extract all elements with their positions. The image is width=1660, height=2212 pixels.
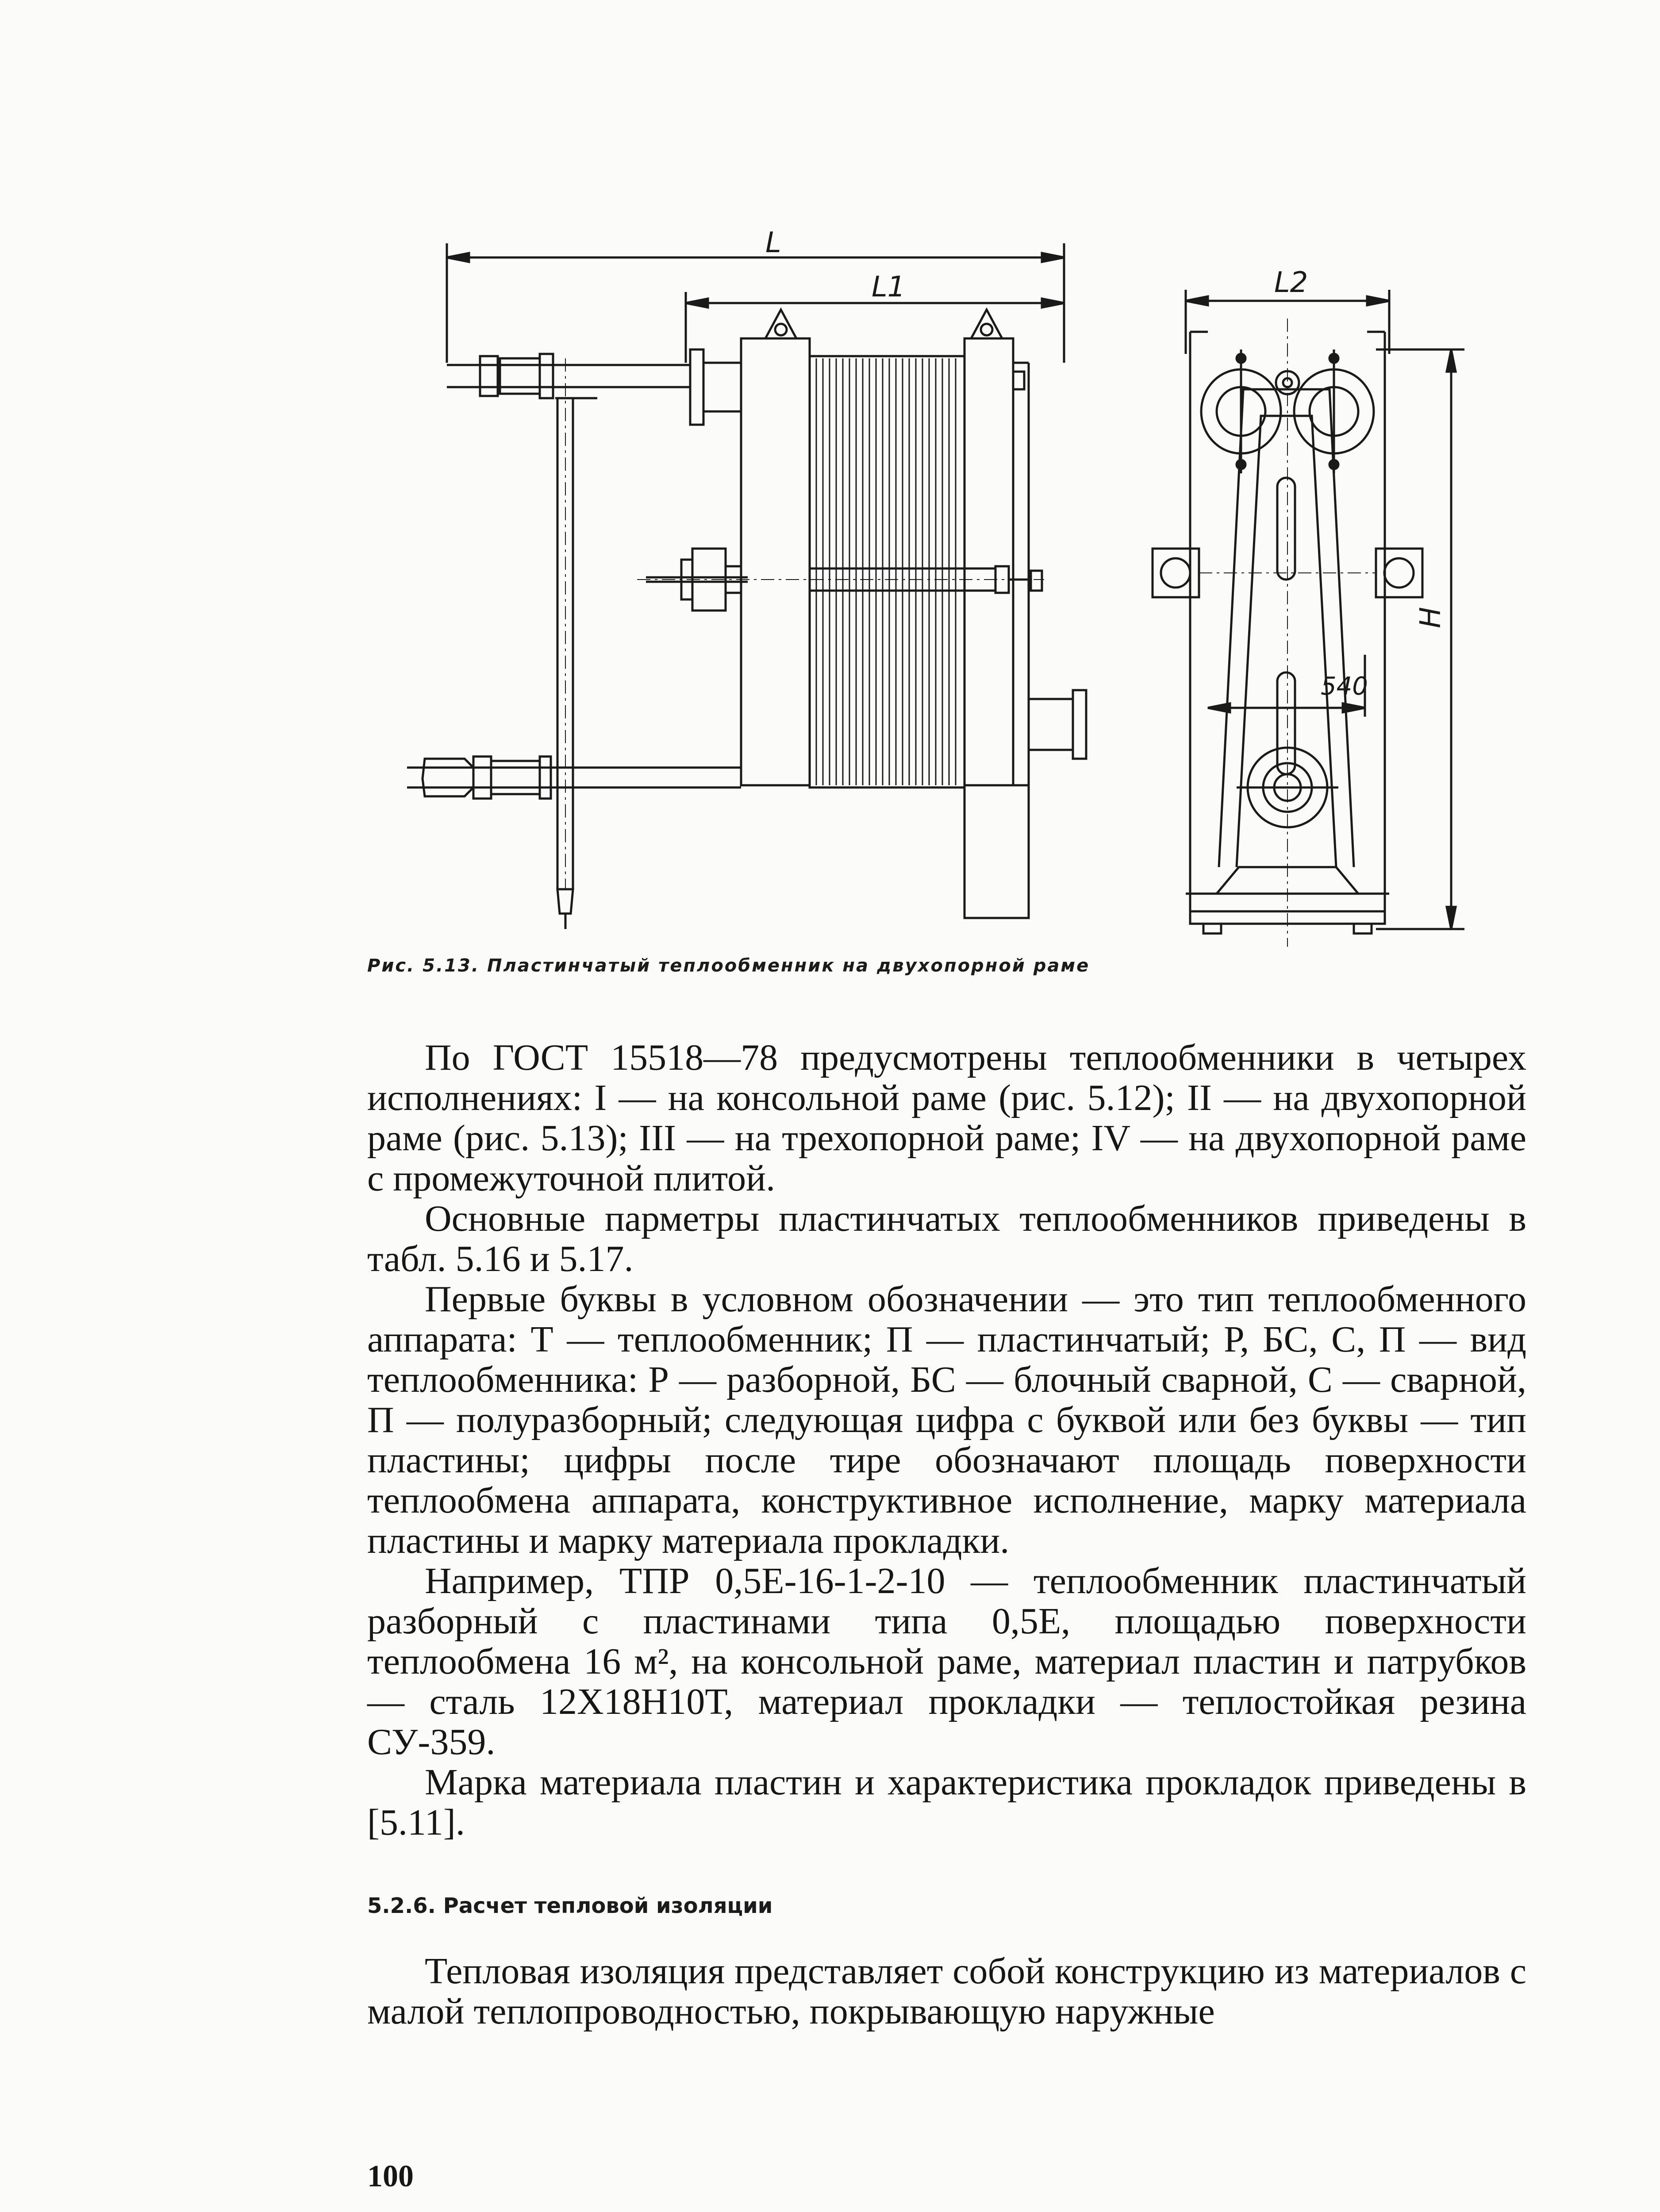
- section-heading: 5.2.6. Расчет тепловой изоляции: [367, 1893, 773, 1918]
- paragraph-2: Основные парметры пластинчатых теплообменников приведены в табл. 5.16 и 5.17.: [367, 1198, 1526, 1279]
- figure-plate-heat-exchanger: [380, 230, 1513, 947]
- figure-caption: Рис. 5.13. Пластинчатый теплообменник на двухопорной раме: [367, 956, 1090, 976]
- page-number: 100: [367, 2159, 414, 2193]
- paragraph-4: Например, ТПР 0,5Е-16-1-2-10 — теплообменник пластинчатый разборный с пластинами типа 0,5Е, площадью поверхности теплообмена 16 м², на консольной раме, материал пластин и патрубков — сталь 12Х18Н10Т, материал прокладки — теплостойкая резина СУ-359.: [367, 1560, 1526, 1763]
- body-text: [367, 1037, 1526, 1843]
- paragraph-5: Марка материала пластин и характеристика прокладок приведены в [5.11].: [367, 1762, 1526, 1843]
- technical-drawing: [380, 230, 1513, 947]
- section-paragraph: Тепловая изоляция представляет собой конструкцию из материалов с малой теплопроводностью, покрывающую наружные: [367, 1951, 1526, 2032]
- dim-label-540: 540: [1321, 672, 1368, 701]
- dim-label-l2: L2: [1274, 266, 1308, 299]
- section-body: [367, 1951, 1526, 2032]
- dim-label-l: L: [765, 230, 781, 259]
- paragraph-3: Первые буквы в условном обозначении — это тип теплообменного аппарата: Т — теплообменник; П — пластинчатый; Р, БС, С, П — вид теплообменника: Р — разборной, БС — блочный сварной, С — сварной, П — полуразборный; следующая цифра с буквой или без буквы — тип пластины; цифры после тире обозначают площадь поверхности теплообмена аппарата, конструктивное исполнение, марку материала пластины и марку материала прокладки.: [367, 1279, 1526, 1561]
- paragraph-1: По ГОСТ 15518—78 предусмотрены теплообменники в четырех исполнениях: I — на консольной раме (рис. 5.12); II — на двухопорной раме (рис. 5.13); III — на трехопорной раме; IV — на двухопорной раме с промежуточной плитой.: [367, 1037, 1526, 1199]
- dim-label-h: H: [1414, 607, 1447, 628]
- dim-label-l1: L1: [872, 271, 906, 303]
